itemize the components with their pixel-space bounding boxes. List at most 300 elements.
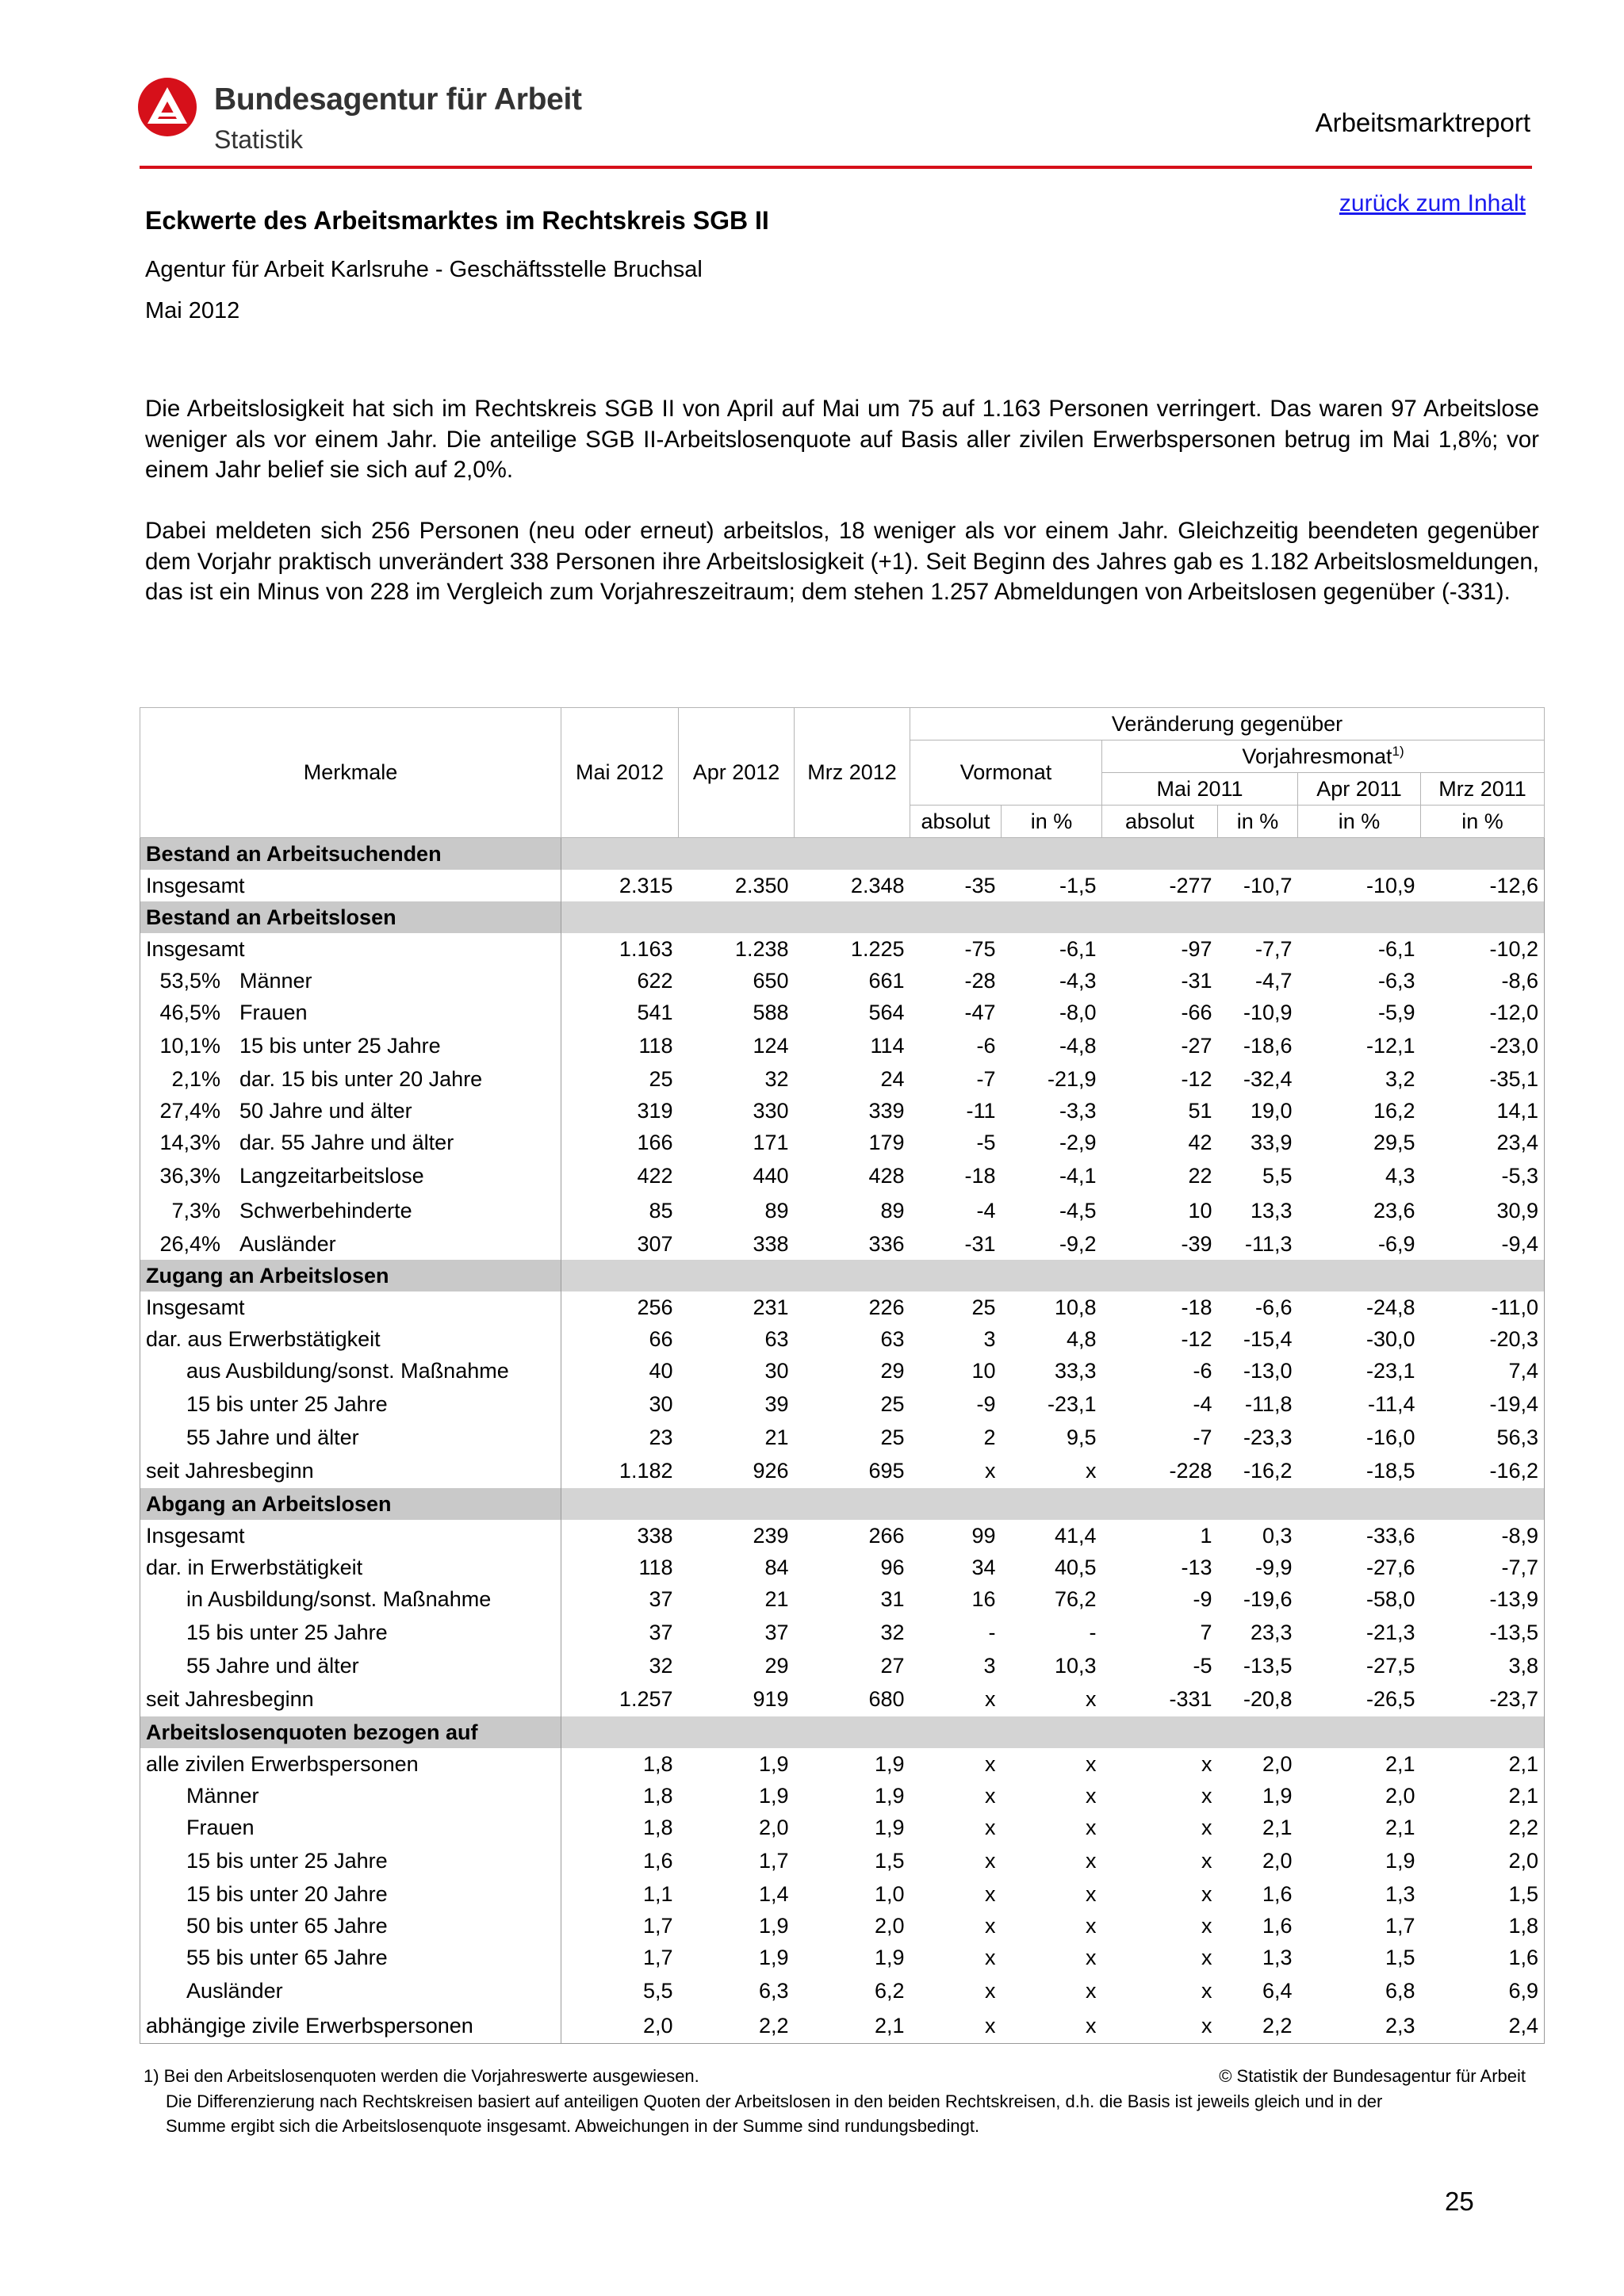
table-cell: -13,5 (1421, 1615, 1545, 1650)
header-veraenderung: Veränderung gegenüber (910, 708, 1545, 740)
table-cell: -27,5 (1365, 1653, 1415, 1678)
row-label-text: Frauen (239, 1000, 308, 1024)
table-row (140, 1780, 1545, 1812)
table-cell: 99 (971, 1523, 996, 1548)
table-cell: 37 (649, 1586, 673, 1611)
share-percent: 53,5% (159, 968, 220, 993)
table-cell: 1 (1200, 1523, 1212, 1548)
table-cell: 29,5 (1373, 1130, 1415, 1154)
table-cell: 85 (649, 1198, 673, 1223)
copyright: © Statistik der Bundesagentur für Arbeit (1219, 2066, 1526, 2086)
share-percent: 10,1% (159, 1033, 220, 1058)
row-label (140, 1552, 561, 1583)
header-mai-2011: Mai 2011 (1102, 773, 1298, 806)
table-cell: 37 (764, 1620, 789, 1644)
row-label (140, 1422, 561, 1453)
row-label-text: 15 bis unter 20 Jahre (186, 1881, 388, 1906)
table-cell: x (1086, 1458, 1097, 1483)
table-row (140, 1520, 1545, 1552)
table-cell: 34 (971, 1555, 996, 1579)
table-cell: -18 (1181, 1295, 1212, 1319)
report-label: Arbeitsmarktreport (1315, 108, 1530, 137)
back-to-contents-link[interactable]: zurück zum Inhalt (1339, 190, 1526, 216)
ba-logo-icon (136, 76, 198, 138)
row-label-text: aus Ausbildung/sonst. Maßnahme (186, 1358, 509, 1383)
table-cell: -6,9 (1377, 1231, 1415, 1256)
header-in-pct: in % (1002, 806, 1102, 838)
row-label-text: 15 bis unter 25 Jahre (186, 1620, 388, 1644)
table-cell: 6,9 (1421, 1973, 1545, 2008)
table-cell: x (1201, 1978, 1212, 2003)
table-cell: -23,1 (1365, 1358, 1415, 1383)
table-cell: 10,8 (1054, 1295, 1097, 1319)
table-cell: -12 (1181, 1326, 1212, 1351)
row-label-text: 55 Jahre und älter (186, 1425, 359, 1449)
table-row (140, 1063, 1545, 1095)
table-cell: 226 (868, 1295, 905, 1319)
table-cell: 2.348 (850, 873, 905, 897)
table-cell: -8,9 (1421, 1520, 1545, 1552)
share-percent: 27,4% (159, 1098, 220, 1123)
share-percent: 26,4% (159, 1231, 220, 1256)
table-row (140, 1355, 1545, 1387)
table-cell: 2,1 (795, 2008, 910, 2044)
table-cell: 21 (764, 1586, 789, 1611)
row-label-text: Insgesamt (146, 1523, 245, 1548)
table-cell: 0,3 (1262, 1523, 1293, 1548)
table-row (140, 1228, 1545, 1260)
table-cell: -19,4 (1421, 1387, 1545, 1422)
header-vorjahresmonat: Vorjahresmonat$^{1)}$ (1102, 740, 1545, 773)
table-cell: x (1201, 1783, 1212, 1808)
table-cell: 650 (753, 968, 789, 993)
table-cell: x (985, 1686, 996, 1711)
table-cell: 919 (753, 1686, 789, 1711)
header-vormonat: Vormonat (910, 740, 1102, 806)
table-cell: -28 (964, 968, 996, 993)
table-cell: 23 (649, 1425, 673, 1449)
table-cell: x (985, 1848, 996, 1873)
table-cell: 171 (753, 1130, 789, 1154)
table-cell: 2,1 (1421, 1780, 1545, 1812)
header-mrz-2011: Mrz 2011 (1421, 773, 1545, 806)
table-cell: x (1201, 1913, 1212, 1938)
table-cell: -6,1 (1377, 936, 1415, 961)
table-cell: -35,1 (1421, 1063, 1545, 1095)
period: Mai 2012 (145, 298, 240, 323)
page-number: 25 (1445, 2187, 1474, 2216)
table-cell: -33,6 (1365, 1523, 1415, 1548)
table-cell: -18,5 (1365, 1458, 1415, 1483)
section-header (140, 838, 1545, 871)
row-label-text: alle zivilen Erwerbspersonen (146, 1751, 419, 1776)
header-in-pct: in % (1421, 806, 1545, 838)
table-cell: 3,2 (1385, 1066, 1415, 1091)
table-cell: 1,9 (758, 1783, 789, 1808)
row-label (140, 1028, 561, 1063)
table-cell: x (1102, 2008, 1218, 2044)
share-percent: 46,5% (159, 1000, 220, 1024)
row-label (140, 1063, 561, 1095)
table-cell: 307 (637, 1231, 673, 1256)
row-label (140, 1095, 561, 1127)
table-cell: x (1086, 1751, 1097, 1776)
table-cell: 1,5 (1385, 1945, 1415, 1969)
header-apr-2011: Apr 2011 (1298, 773, 1421, 806)
table-cell: 24 (880, 1066, 905, 1091)
table-cell: -13,5 (1243, 1653, 1293, 1678)
header-merkmale: Merkmale (140, 708, 561, 838)
table-cell: 31 (880, 1586, 905, 1611)
table-cell: - (1089, 1620, 1097, 1644)
table-cell: 266 (868, 1523, 905, 1548)
table-cell: x (1201, 1881, 1212, 1906)
org-subtitle: Statistik (214, 125, 304, 154)
table-cell: x (1086, 1913, 1097, 1938)
table-body (140, 838, 1545, 2044)
table-cell: 19,0 (1250, 1098, 1293, 1123)
table-cell: -35 (964, 873, 996, 897)
table-cell: 118 (638, 1033, 673, 1058)
table-cell: x (1086, 1686, 1097, 1711)
table-cell: -4 (1193, 1391, 1212, 1416)
table-cell: 25 (649, 1066, 673, 1091)
table-cell: -9,4 (1421, 1228, 1545, 1260)
table-cell: 330 (753, 1098, 789, 1123)
table-cell: 1,7 (642, 1913, 673, 1938)
row-label (140, 1942, 561, 1973)
table-cell: 30 (649, 1391, 673, 1416)
table-cell: -2,9 (1059, 1130, 1097, 1154)
table-row (140, 2008, 1545, 2044)
row-label (140, 1355, 561, 1387)
table-cell: 2,2 (679, 2008, 795, 2044)
table-cell: 1,4 (758, 1881, 789, 1906)
table-cell: x (985, 1945, 996, 1969)
table-cell: 2,1 (1262, 1815, 1293, 1839)
table-cell: x (1086, 1815, 1097, 1839)
table-cell: 622 (637, 968, 673, 993)
table-cell: 1,9 (874, 1945, 905, 1969)
table-cell: 124 (753, 1033, 789, 1058)
row-label (140, 1292, 561, 1323)
table-cell: -12 (1181, 1066, 1212, 1091)
row-label-text: 15 bis unter 25 Jahre (186, 1391, 388, 1416)
table-cell: -12,6 (1421, 870, 1545, 901)
table-cell: -5 (1193, 1653, 1212, 1678)
table-cell: x (985, 1458, 996, 1483)
table-cell: x (1086, 1881, 1097, 1906)
table-cell: 1,0 (874, 1881, 905, 1906)
table-cell: 319 (637, 1098, 673, 1123)
table-cell: 2,3 (1298, 2008, 1421, 2044)
table-cell: 2,0 (1262, 1848, 1293, 1873)
table-cell: 39 (764, 1391, 789, 1416)
table-cell: -5,3 (1421, 1158, 1545, 1193)
table-cell: -4,7 (1254, 968, 1293, 993)
table-cell: x (985, 1881, 996, 1906)
table-cell: -47 (964, 1000, 996, 1024)
header-in-pct: in % (1298, 806, 1421, 838)
row-label (140, 2008, 561, 2044)
row-label (140, 1520, 561, 1552)
row-label-text: dar. aus Erwerbstätigkeit (146, 1326, 381, 1351)
row-label (140, 1193, 561, 1228)
table-cell: 422 (637, 1163, 673, 1188)
row-label-text: 15 bis unter 25 Jahre (186, 1848, 388, 1873)
table-cell: 6,3 (758, 1978, 789, 2003)
table-cell: -24,8 (1365, 1295, 1415, 1319)
row-label-text: Schwerbehinderte (239, 1198, 412, 1223)
table-cell: 1,9 (874, 1783, 905, 1808)
table-cell: -13,9 (1421, 1583, 1545, 1615)
table-cell: 1,6 (642, 1848, 673, 1873)
agency-name: Agentur für Arbeit Karlsruhe - Geschäftsstelle Bruchsal (145, 257, 703, 282)
table-row (140, 1552, 1545, 1583)
footnote-3: Summe ergibt sich die Arbeitslosenquote insgesamt. Abweichungen in der Summe sind rundungsbedingt. (166, 2116, 980, 2136)
table-cell: -27 (1181, 1033, 1212, 1058)
table-cell: 1,8 (1421, 1910, 1545, 1942)
row-label-text: Ausländer (186, 1978, 283, 2003)
table-cell: 179 (868, 1130, 905, 1154)
table-cell: 428 (868, 1163, 905, 1188)
table-cell: 1,3 (1262, 1945, 1293, 1969)
table-cell: -6,6 (1254, 1295, 1293, 1319)
table-cell: 1,3 (1385, 1881, 1415, 1906)
row-label (140, 1583, 561, 1615)
table-cell: 41,4 (1054, 1523, 1097, 1548)
table-cell: 1.257 (619, 1686, 673, 1711)
table-cell: 118 (638, 1555, 673, 1579)
row-label-text: Ausländer (239, 1231, 336, 1256)
row-label (140, 1387, 561, 1422)
table-cell: 2,0 (1262, 1751, 1293, 1776)
table-row (140, 870, 1545, 901)
table-cell: x (1002, 2008, 1102, 2044)
table-cell: 1,6 (1262, 1913, 1293, 1938)
table-cell: 1,9 (758, 1913, 789, 1938)
table-cell: -7 (1193, 1425, 1212, 1449)
share-percent: 7,3% (171, 1198, 220, 1223)
table-cell: -10,9 (1365, 873, 1415, 897)
table-cell: -15,4 (1243, 1326, 1293, 1351)
row-label-text: Insgesamt (146, 1295, 245, 1319)
table-cell: 588 (753, 1000, 789, 1024)
table-cell: -20,8 (1243, 1686, 1293, 1711)
section-label: Zugang an Arbeitslosen (140, 1260, 561, 1292)
table-row (140, 1812, 1545, 1843)
table-cell: 1,7 (758, 1848, 789, 1873)
table-cell: 336 (868, 1231, 905, 1256)
section-label: Abgang an Arbeitslosen (140, 1488, 561, 1520)
table-cell: -4,5 (1059, 1198, 1097, 1223)
table-cell: 32 (649, 1653, 673, 1678)
share-percent: 36,3% (159, 1163, 220, 1188)
table-cell: 339 (868, 1098, 905, 1123)
row-label (140, 1650, 561, 1682)
table-cell: 10 (1188, 1198, 1212, 1223)
table-cell: 4,3 (1385, 1163, 1415, 1188)
table-cell: -16,0 (1365, 1425, 1415, 1449)
section-header (140, 1260, 1545, 1292)
table-cell: 10 (971, 1358, 996, 1383)
table-cell: -4,8 (1059, 1033, 1097, 1058)
table-cell: -23,7 (1421, 1682, 1545, 1716)
table-cell: -10,7 (1243, 873, 1293, 897)
share-percent: 14,3% (159, 1130, 220, 1154)
table-cell: -16,2 (1243, 1458, 1293, 1483)
table-cell: 27 (880, 1653, 905, 1678)
table-cell: -10,2 (1421, 933, 1545, 965)
table-cell: 338 (753, 1231, 789, 1256)
header-mai-2012: Mai 2012 (561, 708, 679, 838)
table-cell: 6,2 (874, 1978, 905, 2003)
table-row (140, 997, 1545, 1028)
table-row (140, 933, 1545, 965)
org-name: Bundesagentur für Arbeit (214, 82, 582, 117)
table-cell: 6,8 (1385, 1978, 1415, 2003)
row-label-text: 15 bis unter 25 Jahre (239, 1033, 441, 1058)
table-row (140, 1387, 1545, 1422)
row-label-text: Insgesamt (146, 936, 245, 961)
header-apr-2012: Apr 2012 (679, 708, 795, 838)
table-cell: 2,2 (1218, 2008, 1298, 2044)
table-cell: 23,4 (1421, 1127, 1545, 1158)
table-cell: 1,7 (1385, 1913, 1415, 1938)
table-cell: 29 (880, 1358, 905, 1383)
table-row (140, 1973, 1545, 2008)
table-cell: 1,6 (1421, 1942, 1545, 1973)
table-cell: -8,6 (1421, 965, 1545, 997)
table-row (140, 1453, 1545, 1488)
table-cell: -13,0 (1243, 1358, 1293, 1383)
row-label-text: Männer (239, 968, 312, 993)
table-row (140, 1422, 1545, 1453)
table-cell: 76,2 (1054, 1586, 1097, 1611)
table-cell: -20,3 (1421, 1323, 1545, 1355)
row-label (140, 1780, 561, 1812)
row-label (140, 1453, 561, 1488)
table-cell: -9,2 (1059, 1231, 1097, 1256)
section-header (140, 1488, 1545, 1520)
row-label (140, 1682, 561, 1716)
section-header (140, 901, 1545, 933)
table-cell: 1,9 (1385, 1848, 1415, 1873)
table-cell: 1,5 (874, 1848, 905, 1873)
table-cell: x (1201, 1945, 1212, 1969)
table-cell: 2,0 (758, 1815, 789, 1839)
table-cell: -11,4 (1367, 1391, 1415, 1416)
table-cell: x (1086, 1783, 1097, 1808)
section-label: Bestand an Arbeitslosen (140, 901, 561, 933)
table-cell: -12,1 (1365, 1033, 1415, 1058)
table-cell: 440 (753, 1163, 789, 1188)
table-cell: 541 (637, 1000, 673, 1024)
table-cell: 1,9 (758, 1751, 789, 1776)
table-cell: 37 (649, 1620, 673, 1644)
table-cell: -23,3 (1243, 1425, 1293, 1449)
table-cell: -11,3 (1244, 1231, 1293, 1256)
table-cell: 338 (637, 1523, 673, 1548)
table-cell: 2,1 (1385, 1751, 1415, 1776)
table-cell: 2,4 (1421, 2008, 1545, 2044)
table-cell: 7 (1200, 1620, 1212, 1644)
table-cell: -9,9 (1254, 1555, 1293, 1579)
table-cell: -4,3 (1059, 968, 1097, 993)
table-cell: 13,3 (1250, 1198, 1293, 1223)
table-row (140, 965, 1545, 997)
table-cell: 9,5 (1066, 1425, 1097, 1449)
row-label-text: dar. in Erwerbstätigkeit (146, 1555, 363, 1579)
table-cell: 3 (983, 1326, 996, 1351)
table-cell: x (1201, 1751, 1212, 1776)
table-cell: -13 (1181, 1555, 1212, 1579)
table-row (140, 1095, 1545, 1127)
table-cell: x (910, 2008, 1002, 2044)
table-cell: 114 (870, 1033, 905, 1058)
table-cell: 231 (753, 1295, 789, 1319)
table-cell: 2,0 (1385, 1783, 1415, 1808)
table-cell: 23,6 (1373, 1198, 1415, 1223)
table-row (140, 1193, 1545, 1228)
table-cell: -23,0 (1421, 1028, 1545, 1063)
table-cell: 2,0 (1421, 1843, 1545, 1878)
row-label-text: Insgesamt (146, 873, 245, 897)
table-cell: 96 (880, 1555, 905, 1579)
table-cell: 84 (764, 1555, 789, 1579)
table-row (140, 1748, 1545, 1780)
table-cell: 1.163 (619, 936, 673, 961)
table-cell: -7 (976, 1066, 996, 1091)
table-cell: -39 (1181, 1231, 1212, 1256)
table-cell: 63 (880, 1326, 905, 1351)
table-cell: 25 (971, 1295, 996, 1319)
table-cell: 5,5 (1262, 1163, 1293, 1188)
table-cell: 32 (764, 1066, 789, 1091)
table-cell: 29 (764, 1653, 789, 1678)
row-label-text: 50 Jahre und älter (239, 1098, 412, 1123)
table-cell: x (985, 1751, 996, 1776)
table-row (140, 1127, 1545, 1158)
table-cell: 30 (764, 1358, 789, 1383)
table-cell: 926 (753, 1458, 789, 1483)
table-row (140, 1615, 1545, 1650)
table-cell: -6 (976, 1033, 996, 1058)
header-absolut: absolut (910, 806, 1002, 838)
table-cell: -30,0 (1365, 1326, 1415, 1351)
table-cell: 1,9 (874, 1751, 905, 1776)
table-cell: x (985, 1783, 996, 1808)
row-label (140, 965, 561, 997)
table-cell: x (1086, 1945, 1097, 1969)
page-title: Eckwerte des Arbeitsmarktes im Rechtskreis SGB II (145, 206, 769, 235)
table-row (140, 1583, 1545, 1615)
table-cell: -11 (966, 1098, 996, 1123)
table-cell: -5 (976, 1130, 996, 1154)
table-cell: 6,4 (1262, 1978, 1293, 2003)
table-cell: 51 (1188, 1098, 1212, 1123)
table-cell: 661 (868, 968, 905, 993)
table-cell: -18 (964, 1163, 996, 1188)
table-cell: 2,1 (1385, 1815, 1415, 1839)
table-cell: 1.238 (734, 936, 789, 961)
table-cell: 695 (868, 1458, 905, 1483)
table-cell: 25 (880, 1391, 905, 1416)
row-label-text: Männer (186, 1783, 259, 1808)
table-row (140, 1158, 1545, 1193)
table-cell: -228 (1169, 1458, 1212, 1483)
table-cell: x (985, 1913, 996, 1938)
